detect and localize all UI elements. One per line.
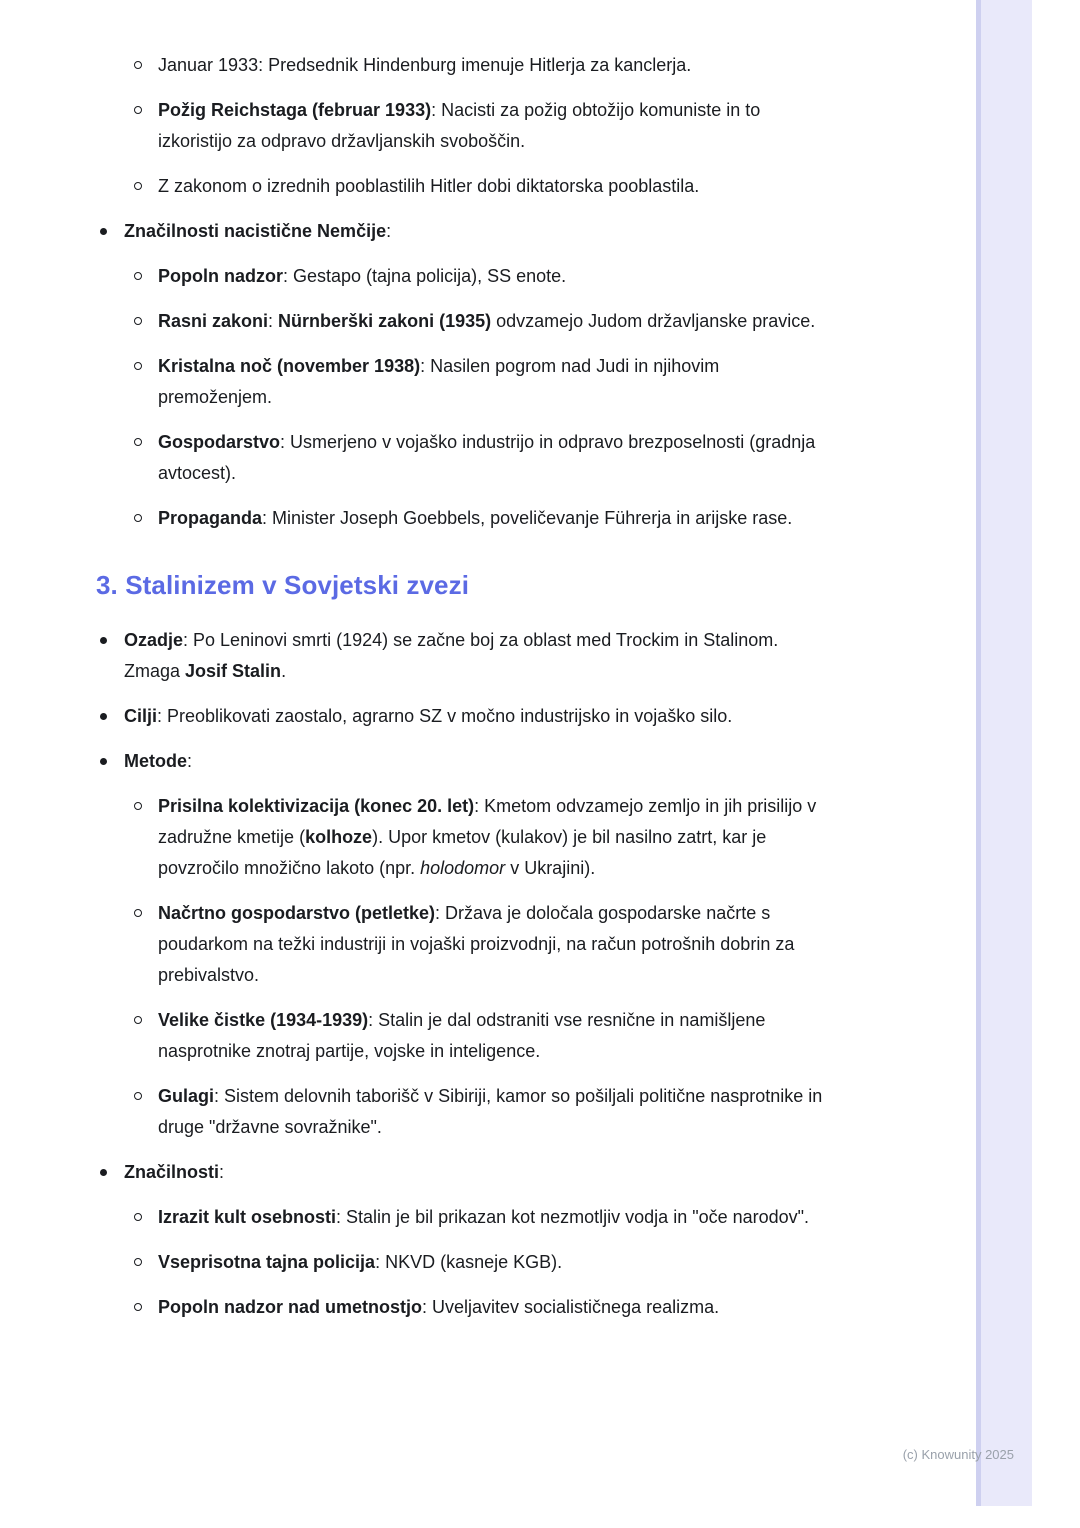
bullet-dot-icon — [100, 637, 107, 644]
text-run: : Država je določala gospodarske načrte s poudarkom na težki industriji in vojaški proizvodnji, na račun potrošnih dobrin za prebivalstvo. — [158, 903, 795, 985]
text-run: : Nacisti za požig obtožijo komuniste in to izkoristijo za odpravo državljanskih svoboščin. — [158, 100, 761, 151]
list-item-text — [158, 311, 815, 331]
list-item — [96, 701, 829, 732]
text-run: Izrazit kult osebnosti — [158, 1207, 337, 1227]
circle-bullet-icon — [134, 362, 142, 370]
text-run: Kristalna noč (november 1938) — [158, 356, 421, 376]
text-run: . — [281, 661, 287, 681]
text-run: Rasni zakoni — [158, 311, 269, 331]
list-item-text — [158, 796, 816, 878]
text-run: Popoln nadzor — [158, 266, 283, 286]
list-item — [133, 50, 829, 81]
text-run: : — [386, 221, 392, 241]
bullet-dot-icon — [100, 1169, 107, 1176]
text-run: Josif Stalin — [185, 661, 282, 681]
text-run: : Preoblikovati zaostalo, agrarno SZ v močno industrijsko in vojaško silo. — [157, 706, 733, 726]
list-item — [133, 171, 829, 202]
circle-bullet-icon — [134, 1258, 142, 1266]
text-run: Gospodarstvo — [158, 432, 281, 452]
list-item-text — [158, 508, 792, 528]
list-item-text — [158, 432, 815, 483]
circle-bullet-icon — [134, 514, 142, 522]
list-item — [133, 1005, 829, 1067]
list-item-text — [124, 706, 732, 726]
list-item-text — [124, 1162, 224, 1182]
list-item-text — [158, 1297, 719, 1317]
bullet-list — [96, 50, 829, 534]
list-item — [133, 427, 829, 489]
section-heading: 3. Stalinizem v Sovjetski zvezi — [96, 570, 470, 600]
text-run: Prisilna kolektivizacija (konec 20. let) — [158, 796, 475, 816]
bullet-dot-icon — [100, 758, 107, 765]
text-run: Požig Reichstaga (februar 1933) — [158, 100, 432, 120]
text-run: : Po Leninovi smrti (1924) se začne boj za oblast med Trockim in Stalinom. Zmaga — [124, 630, 779, 681]
text-run: Značilnosti — [124, 1162, 220, 1182]
list-item-text — [158, 1252, 562, 1272]
text-run: Nürnberški zakoni (1935) — [278, 311, 492, 331]
text-run: Metode — [124, 751, 187, 771]
list-item-text — [158, 903, 794, 985]
text-run: : Kmetom odvzamejo zemljo in jih prisilijo v zadružne kmetije ( — [158, 796, 817, 847]
circle-bullet-icon — [134, 61, 142, 69]
document-content — [96, 50, 829, 1337]
circle-bullet-icon — [134, 1016, 142, 1024]
list-item — [133, 898, 829, 991]
list-item — [133, 351, 829, 413]
circle-bullet-icon — [134, 182, 142, 190]
text-run: : Minister Joseph Goebbels, poveličevanje Führerja in arijske rase. — [262, 508, 793, 528]
text-run: : Usmerjeno v vojaško industrijo in odpravo brezposelnosti (gradnja avtocest). — [158, 432, 816, 483]
circle-bullet-icon — [134, 1213, 142, 1221]
list-item-text — [124, 630, 778, 681]
bullet-dot-icon — [100, 713, 107, 720]
list-item-text — [158, 1086, 822, 1137]
text-run: Popoln nadzor nad umetnostjo — [158, 1297, 422, 1317]
list-item-text — [158, 266, 566, 286]
list-item-text — [158, 356, 719, 407]
circle-bullet-icon — [134, 272, 142, 280]
circle-bullet-icon — [134, 438, 142, 446]
text-run: Cilji — [124, 706, 158, 726]
list-item — [133, 1247, 829, 1278]
list-item — [96, 1157, 829, 1188]
text-run: v Ukrajini). — [505, 858, 596, 878]
page-edge-strip — [976, 0, 1032, 1506]
circle-bullet-icon — [134, 1092, 142, 1100]
list-item — [133, 791, 829, 884]
list-item — [133, 306, 829, 337]
text-run: : Stalin je dal odstraniti vse resnične in namišljene nasprotnike znotraj partije, vojske in inteligence. — [158, 1010, 766, 1061]
text-run: Ozadje — [124, 630, 184, 650]
text-run: holodomor — [420, 858, 506, 878]
list-item — [133, 1292, 829, 1323]
text-run: : — [219, 1162, 225, 1182]
text-run: : Stalin je bil prikazan kot nezmotljiv vodja in "oče narodov". — [336, 1207, 810, 1227]
circle-bullet-icon — [134, 317, 142, 325]
list-item — [96, 746, 829, 777]
text-run: : Gestapo (tajna policija), SS enote. — [283, 266, 567, 286]
text-run: : Nasilen pogrom nad Judi in njihovim premoženjem. — [158, 356, 720, 407]
text-run: : — [187, 751, 193, 771]
list-item-text — [158, 55, 691, 75]
text-run: odvzamejo Judom državljanske pravice. — [491, 311, 816, 331]
text-run: ). Upor kmetov (kulakov) je bil nasilno zatrt, kar je povzročilo množično lakoto (npr. — [158, 827, 767, 878]
text-run: : Uveljavitev socialističnega realizma. — [422, 1297, 720, 1317]
text-run: : — [268, 311, 279, 331]
text-run: Načrtno gospodarstvo (petletke) — [158, 903, 436, 923]
list-item — [96, 216, 829, 247]
list-item-text — [124, 221, 391, 241]
list-item — [133, 261, 829, 292]
bullet-list — [96, 625, 829, 1323]
text-run: Značilnosti nacistične Nemčije — [124, 221, 387, 241]
list-item — [133, 95, 829, 157]
list-item — [133, 1202, 829, 1233]
list-item-text — [158, 176, 699, 196]
text-run: Z zakonom o izrednih pooblastilih Hitler dobi diktatorska pooblastila. — [158, 176, 700, 196]
circle-bullet-icon — [134, 1303, 142, 1311]
circle-bullet-icon — [134, 106, 142, 114]
text-run: Vseprisotna tajna policija — [158, 1252, 376, 1272]
list-item-text — [124, 751, 192, 771]
list-item-text — [158, 1010, 765, 1061]
text-run: : NKVD (kasneje KGB). — [375, 1252, 563, 1272]
circle-bullet-icon — [134, 802, 142, 810]
text-run: : Sistem delovnih taborišč v Sibiriji, kamor so pošiljali politične nasprotnike in druge "državne sovražnike". — [158, 1086, 823, 1137]
list-item-text — [158, 1207, 809, 1227]
text-run: Propaganda — [158, 508, 263, 528]
list-item — [133, 503, 829, 534]
list-item — [96, 625, 829, 687]
text-run: Gulagi — [158, 1086, 215, 1106]
bullet-dot-icon — [100, 228, 107, 235]
text-run: Januar 1933: Predsednik Hindenburg imenuje Hitlerja za kanclerja. — [158, 55, 692, 75]
copyright-watermark: (c) Knowunity 2025 — [902, 1447, 1014, 1462]
list-item — [133, 1081, 829, 1143]
list-item-text — [158, 100, 760, 151]
text-run: kolhoze — [305, 827, 373, 847]
text-run: Velike čistke (1934-1939) — [158, 1010, 369, 1030]
circle-bullet-icon — [134, 909, 142, 917]
